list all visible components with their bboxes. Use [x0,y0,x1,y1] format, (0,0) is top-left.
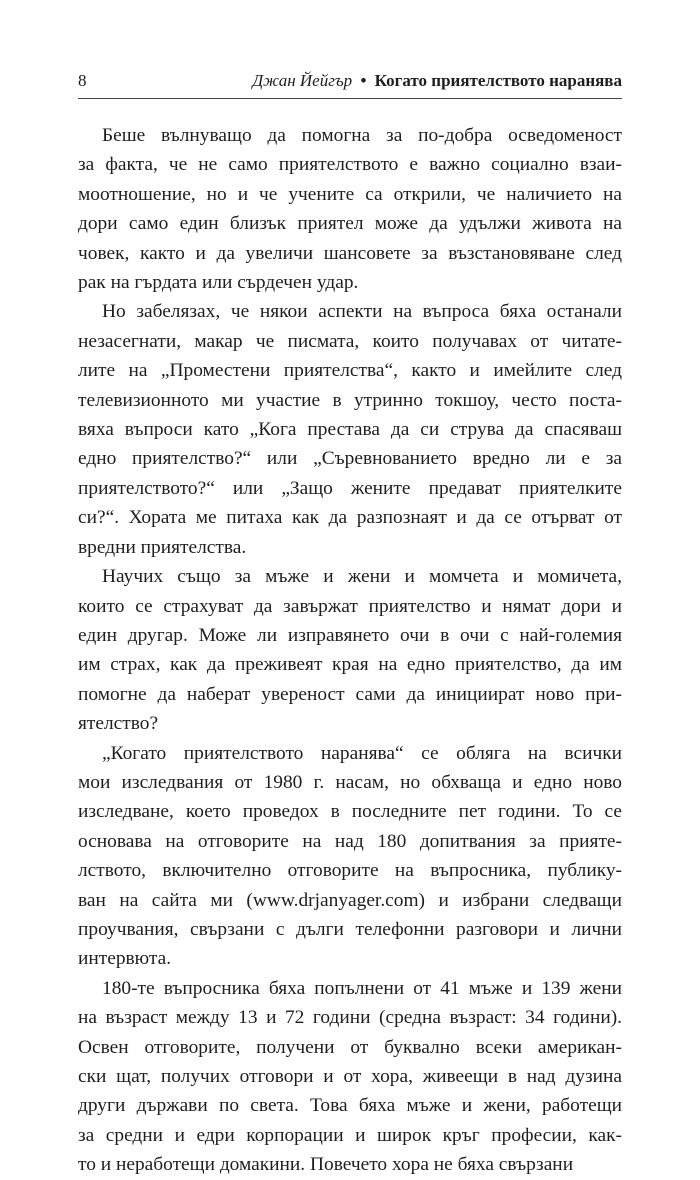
text-line: вяха въпроси като „Кога престава да си струва да спасяваш [78,419,622,441]
text-line: им страх, как да преживеят края на едно приятелство, да им [78,654,622,676]
text-line: моотношение, но и че учените са открили, че наличието на [78,183,622,205]
text-line: Научих също за мъже и жени и момчета и момичета, [102,566,622,588]
running-head [252,70,622,92]
separator-bullet: • [360,71,367,90]
text-line: лството, включително отговорите на въпросника, публику- [78,860,622,882]
paragraph [78,739,622,974]
body-text [78,121,622,1180]
text-line: Беше вълнуващо да помогна за по-добра осведоменост [102,125,622,146]
text-line: 180-те въпросника бяха попълнени от 41 мъже и 139 жени [102,977,622,999]
page-number: 8 [78,71,87,90]
text-line: помогне да наберат увереност сами да инициират ново при- [78,683,622,705]
text-line: интервюта. [78,948,172,970]
text-line: незасегнати, макар че писмата, които получавах от читате- [78,330,622,352]
paragraph [78,562,622,738]
text-line: други държави по света. Това бяха мъже и жени, работещи [78,1095,622,1117]
text-line: изследване, което проведох в последните пет години. То се [78,801,622,823]
paragraph [78,974,622,1180]
text-line: на възраст между 13 и 72 години (средна възраст: 34 години). [78,1007,622,1029]
paragraph [78,121,622,297]
text-line: приятелството?“ или „Защо жените предават приятелките [78,477,622,499]
paragraph [78,297,622,562]
text-line: дори само един близък приятел може да удължи живота на [78,213,622,235]
text-line: мои изследвания от 1980 г. насам, но обхваща и едно ново [78,771,622,793]
text-line: лите на „Проместени приятелства“, както и имейлите след [78,360,622,382]
text-line: ятелство? [78,713,159,735]
text-line: едно приятелство?“ или „Съревнованието вредно ли е за [78,448,622,470]
author-name: Джан Йейгър [252,71,353,90]
text-line: човек, както и да увеличи шансовете за възстановяване след [78,242,622,264]
running-header [78,70,622,99]
text-line: ван на сайта ми (www.drjanyager.com) и избрани следващи [78,889,622,911]
text-line: основава на отговорите на над 180 допитвания за прияте- [78,830,622,852]
text-line: един другар. Може ли изправянето очи в очи с най-големия [78,624,622,646]
text-line: за средни и едри корпорации и широк кръг професии, как- [78,1124,622,1146]
text-line: Освен отговорите, получени от буквално всеки американ- [78,1036,622,1058]
text-line: рак на гърдата или сърдечен удар. [78,272,359,294]
text-line: ски щат, получих отговори и от хора, живеещи в над дузина [78,1066,622,1087]
text-line: то и неработещи домакини. Повечето хора не бяха свързани [78,1154,574,1176]
text-line: телевизионното ми участие в утринно токшоу, често поста- [78,389,622,411]
text-line: „Когато приятелството наранява“ се обляга на всички [102,742,622,764]
text-line: които се страхуват да завържат приятелство и нямат дори и [78,595,622,617]
text-line: си?“. Хората ме питаха как да разпознаят и да се отърват от [78,507,622,529]
book-title: Когато приятелството наранява [374,71,622,90]
text-line: Но забелязах, че някои аспекти на въпроса бяха останали [102,301,622,323]
text-line: проучвания, свързани с дълги телефонни разговори и лични [78,918,622,940]
text-line: за факта, че не само приятелството е важно социално взаи- [78,154,622,176]
text-line: вредни приятелства. [78,536,247,558]
